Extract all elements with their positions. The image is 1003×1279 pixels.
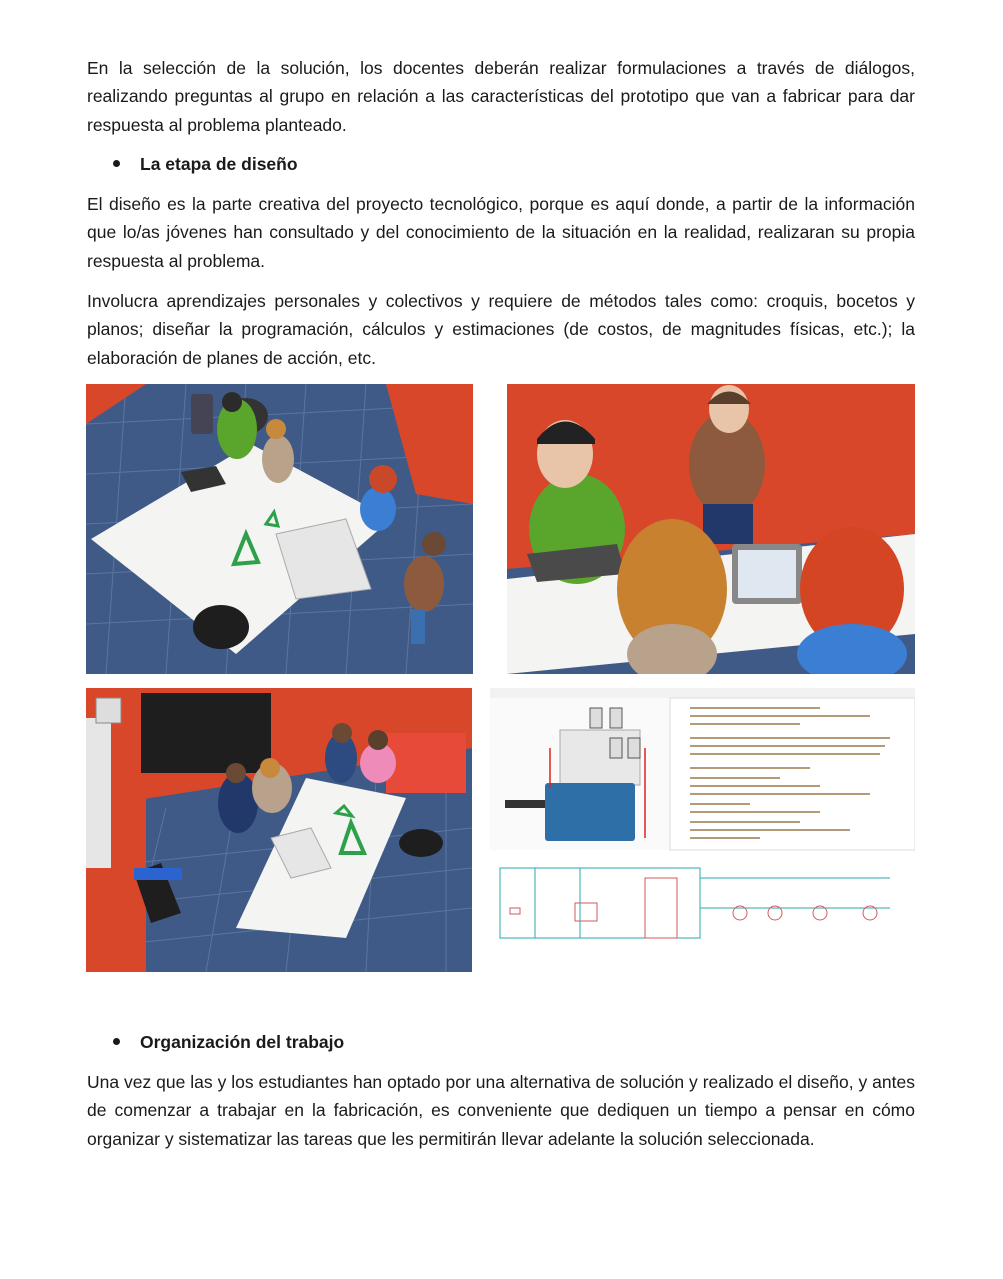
heading-design-stage-text: La etapa de diseño — [140, 154, 298, 174]
classroom-wide-image — [86, 688, 472, 972]
classroom-topdown-image — [86, 384, 473, 674]
organization-paragraph: Una vez que las y los estudiantes han optado por una alternativa de solución y realizado el diseño, y antes de comenzar a trabajar en la fabricación, es conveniente que dediquen un tiempo a pensar en cómo organizar y sistematizar las tareas que les permitirán llevar adelante la solución seleccionada. — [87, 1072, 915, 1149]
students-laptop-image — [507, 384, 915, 674]
bullet-icon — [113, 1038, 120, 1045]
heading-work-organization — [113, 1028, 344, 1056]
design-paragraph: El diseño es la parte creativa del proyecto tecnológico, porque es aquí donde, a partir de la información que lo/as jóvenes han consultado y del conocimiento de la situación en la realidad, realizaran su propia respuesta al problema. — [87, 194, 915, 271]
methods-paragraph: Involucra aprendizajes personales y colectivos y requiere de métodos tales como: croquis, bocetos y planos; diseñar la programación, cálculos y estimaciones (de costos, de magnitudes físicas, etc.); la elaboración de planes de acción, etc. — [87, 291, 915, 368]
heading-design-stage — [113, 150, 298, 178]
bullet-icon — [113, 160, 120, 167]
arduino-circuit-image — [490, 688, 915, 972]
intro-paragraph: En la selección de la solución, los docentes deberán realizar formulaciones a través de diálogos, realizando preguntas al grupo en relación a las características del prototipo que van a fabricar para dar respuesta al problema planteado. — [87, 58, 915, 135]
heading-work-organization-text: Organización del trabajo — [140, 1032, 345, 1052]
